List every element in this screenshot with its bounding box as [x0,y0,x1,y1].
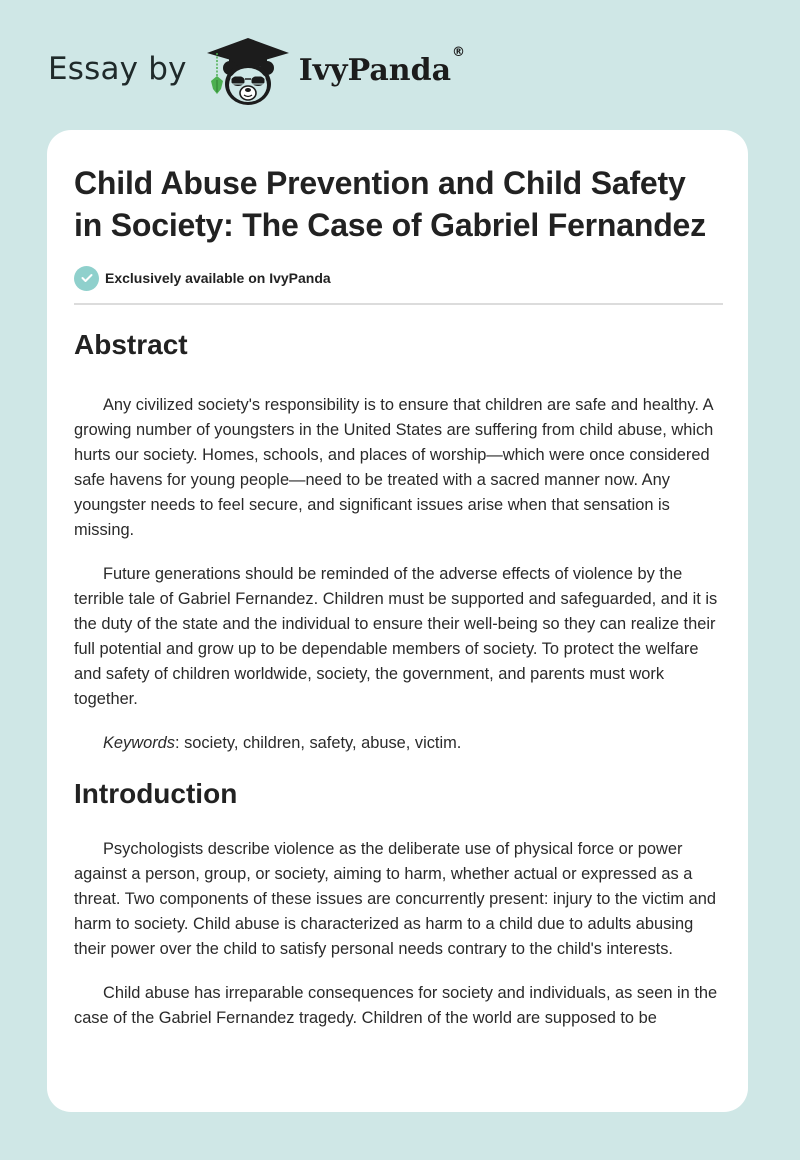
brand-header[interactable] [48,36,465,108]
section-heading: Introduction [74,778,238,809]
panda-graduate-logo-icon [205,36,291,108]
exclusive-badge [74,265,722,291]
section-introduction [74,777,722,1031]
divider [74,303,723,305]
paragraph: Any civilized society's responsibility is to ensure that children are safe and healthy. A growing number of youngsters in the United States are suffering from child abuse, which hurts our society. Homes, schools, and places of worship—which were once considered safe havens for young people—need to be treated with a sacred manner now. Any youngster needs to feel secure, and significant issues arise when that sensation is missing. [74,396,714,539]
essay-card [47,130,748,1112]
essay-title: Child Abuse Prevention and Child Safety in Society: The Case of Gabriel Fernandez [74,165,706,243]
registered-mark: ® [452,44,466,60]
check-circle-icon [74,266,99,291]
paragraph: Child abuse has irreparable consequences for society and individuals, as seen in the case of the Gabriel Fernandez tragedy. Children of the world are supposed to be [74,984,718,1027]
keywords [74,731,729,756]
paragraph: Future generations should be reminded of the adverse effects of violence by the terrible tale of Gabriel Fernandez. Children must be supported and safeguarded, and it is the duty of the state and the individual to ensure their well-being so they can realize their full potential and grow up to be dependable members of society. To protect the welfare and safety of children worldwide, society, the government, and parents must work together. [74,565,718,708]
section-heading: Abstract [74,329,188,360]
exclusive-text: Exclusively available on IvyPanda [105,270,331,286]
keywords-list: : society, children, safety, abuse, victim. [174,734,462,752]
essay-by-label: Essay by [48,51,187,87]
section-abstract [74,328,722,756]
paragraph: Psychologists describe violence as the deliberate use of physical force or power against a person, group, or society, aiming to harm, whether actual or expressed as a threat. Two components of these issues are concurrently present: injury to the victim and harm to society. Child abuse is characterized as harm to a child due to adults abusing their power over the child to satisfy personal needs contrary to the child's interests. [74,840,716,958]
brand-name: IvyPanda® [298,44,466,88]
keywords-label: Keywords [103,734,175,752]
